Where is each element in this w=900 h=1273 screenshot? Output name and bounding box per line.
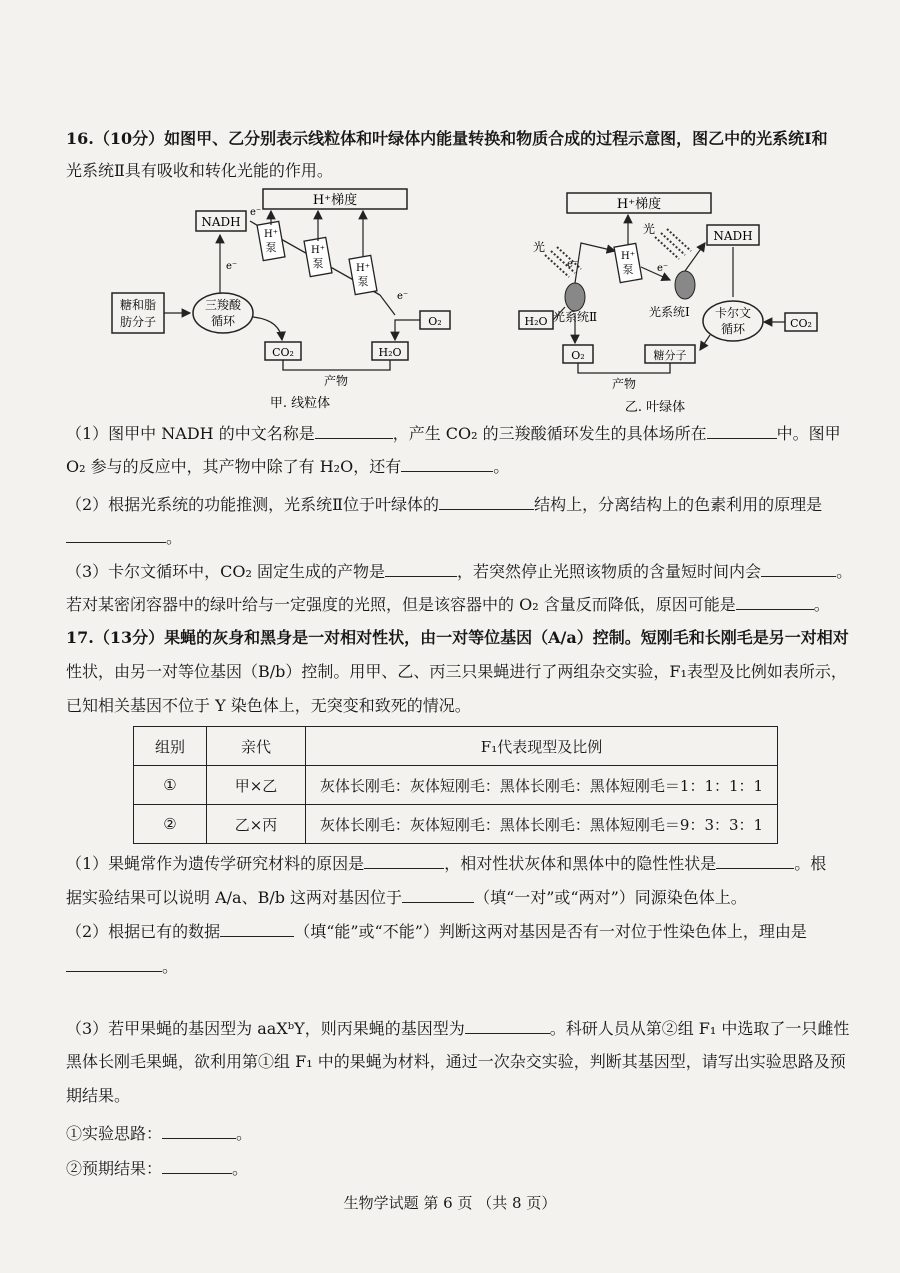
- answer-blank[interactable]: [66, 526, 166, 543]
- q17-s3-line1: （3）若甲果蝇的基因型为 aaXᵇY，则丙果蝇的基因型为 。科研人员从第②组 F₁ 中选取了一只雌性: [66, 1019, 850, 1038]
- table-row: [134, 805, 778, 844]
- svg-text:e⁻: e⁻: [226, 261, 238, 272]
- q16-s3-line1: （3）卡尔文循环中，CO₂ 固定生成的产物是 ，若突然停止光照该物质的含量短时间内会 。: [66, 562, 853, 581]
- page-footer: 生物学试题 第 6 页 （共 8 页）: [343, 1194, 557, 1212]
- table-row: [134, 766, 778, 805]
- answer-blank[interactable]: [220, 920, 294, 937]
- svg-text:CO₂: CO₂: [272, 346, 294, 359]
- svg-text:泵: 泵: [265, 241, 277, 254]
- yi-ps2-shape: [565, 283, 585, 311]
- answer-blank[interactable]: [716, 852, 794, 869]
- table-cell: 灰体长刚毛：灰体短刚毛：黑体长刚毛：黑体短刚毛＝1：1：1：1: [306, 766, 778, 805]
- table-cell: 灰体长刚毛：灰体短刚毛：黑体长刚毛：黑体短刚毛＝9：3：3：1: [306, 805, 778, 844]
- f1-results-table: [133, 726, 778, 844]
- svg-text:e⁻: e⁻: [567, 259, 579, 270]
- svg-text:糖和脂: 糖和脂: [119, 298, 157, 312]
- svg-text:H₂O: H₂O: [378, 346, 402, 359]
- chloroplast-diagram: [505, 185, 825, 415]
- svg-text:肪分子: 肪分子: [119, 315, 157, 329]
- mitochondria-diagram: [110, 185, 460, 415]
- q16-intro-line1: 16.（10分）如图甲、乙分别表示线粒体和叶绿体内能量转换和物质合成的过程示意图，图乙中的光系统Ⅰ和: [66, 129, 828, 148]
- q16-s2-line1: （2）根据光系统的功能推测，光系统Ⅱ位于叶绿体的 结构上，分离结构上的色素利用的原理是: [66, 495, 823, 514]
- q17-intro-line2: 性状，由另一对等位基因（B/b）控制。用甲、乙、丙三只果蝇进行了两组杂交实验，F₁表型及比例如表所示，: [66, 662, 847, 681]
- answer-blank[interactable]: [736, 593, 814, 610]
- table-cell: ②: [134, 805, 207, 844]
- svg-text:H⁺梯度: H⁺梯度: [616, 197, 662, 212]
- answer-blank[interactable]: [315, 422, 393, 439]
- svg-text:H⁺: H⁺: [621, 251, 635, 262]
- svg-text:CO₂: CO₂: [790, 317, 812, 330]
- yi-pump: [614, 243, 642, 282]
- answer-blank[interactable]: [402, 886, 474, 903]
- q17-idea-line: ①实验思路： 。: [66, 1124, 253, 1143]
- jia-nadh-label: NADH: [201, 215, 241, 229]
- q17-s2-line2: 。: [66, 955, 866, 978]
- table-cell: 甲×乙: [207, 766, 306, 805]
- table-header-row: [134, 727, 778, 766]
- table-cell: ①: [134, 766, 207, 805]
- yi-products-label: 产物: [611, 377, 637, 391]
- svg-text:三羧酸: 三羧酸: [204, 298, 242, 312]
- q16-s1-line2: O₂ 参与的反应中，其产物中除了有 H₂O，还有 。: [66, 457, 510, 476]
- svg-text:循环: 循环: [210, 314, 236, 328]
- q17-s1-line1: （1）果蝇常作为遗传学研究材料的原因是 ，相对性状灰体和黑体中的隐性性状是 。根: [66, 854, 827, 873]
- q17-intro-line3: 已知相关基因不位于 Y 染色体上，无突变和致死的情况。: [66, 696, 471, 715]
- q17-intro-line1: 17.（13分）果蝇的灰身和黑身是一对相对性状，由一对等位基因（A/a）控制。短刚毛和长刚毛是另一对相对: [66, 628, 849, 647]
- answer-blank[interactable]: [465, 1017, 550, 1034]
- svg-text:卡尔文: 卡尔文: [714, 306, 752, 320]
- svg-text:循环: 循环: [720, 322, 746, 336]
- q17-s3-line2: 黑体长刚毛果蝇，欲利用第①组 F₁ 中的果蝇为材料，通过一次杂交实验，判断其基因型，请写出实验思路及预: [66, 1052, 846, 1071]
- q16-s2-line2: 。: [66, 526, 866, 549]
- svg-text:e⁻: e⁻: [397, 291, 409, 302]
- jia-pump-3: [349, 255, 377, 294]
- answer-blank[interactable]: [401, 455, 493, 472]
- svg-text:O₂: O₂: [571, 349, 585, 362]
- q16-s1-line1: （1）图甲中 NADH 的中文名称是 ，产生 CO₂ 的三羧酸循环发生的具体场所在 中。图甲: [66, 424, 841, 443]
- svg-text:H⁺: H⁺: [264, 229, 278, 240]
- svg-text:NADH: NADH: [713, 229, 753, 243]
- q17-s1-line2: 据实验结果可以说明 A/a、B/b 这两对基因位于 （填“一对”或“两对”）同源染色体上。: [66, 888, 747, 907]
- answer-blank[interactable]: [364, 852, 444, 869]
- svg-text:泵: 泵: [357, 275, 369, 288]
- table-cell: 乙×丙: [207, 805, 306, 844]
- yi-caption: 乙. 叶绿体: [624, 400, 686, 415]
- jia-caption: 甲. 线粒体: [269, 396, 331, 411]
- svg-text:泵: 泵: [622, 263, 634, 276]
- svg-text:e⁻: e⁻: [657, 263, 669, 274]
- answer-blank[interactable]: [162, 1157, 232, 1174]
- table-header-cell: 组别: [134, 727, 207, 766]
- jia-e-label: e⁻: [250, 207, 262, 218]
- q16-intro-line2: 光系统Ⅱ具有吸收和转化光能的作用。: [66, 161, 333, 180]
- svg-text:O₂: O₂: [428, 315, 442, 328]
- q17-result-line: ②预期结果： 。: [66, 1159, 249, 1178]
- answer-blank[interactable]: [707, 422, 777, 439]
- table-header-cell: 亲代: [207, 727, 306, 766]
- svg-text:泵: 泵: [312, 257, 324, 270]
- jia-pump-1: [257, 221, 285, 260]
- q17-s2-line1: （2）根据已有的数据 （填“能”或“不能”）判断这两对基因是否有一对位于性染色体上，理由是: [66, 922, 807, 941]
- jia-products-label: 产物: [323, 374, 349, 388]
- svg-text:H⁺: H⁺: [356, 263, 370, 274]
- yi-ps1-label: 光系统Ⅰ: [649, 305, 690, 319]
- yi-ps2-label: 光系统Ⅱ: [553, 310, 598, 324]
- q17-s3-line3: 期结果。: [66, 1086, 131, 1105]
- answer-blank[interactable]: [439, 493, 534, 510]
- yi-light-2: 光: [643, 222, 656, 236]
- svg-text:H⁺: H⁺: [311, 245, 325, 256]
- answer-blank[interactable]: [385, 560, 457, 577]
- answer-blank[interactable]: [162, 1122, 236, 1139]
- jia-gradient-label: H⁺梯度: [312, 193, 358, 208]
- q16-s3-line2: 若对某密闭容器中的绿叶给与一定强度的光照，但是该容器中的 O₂ 含量反而降低，原因可能是 。: [66, 595, 830, 614]
- answer-blank[interactable]: [761, 560, 836, 577]
- svg-text:H₂O: H₂O: [524, 315, 548, 328]
- answer-blank[interactable]: [66, 955, 162, 972]
- svg-text:糖分子: 糖分子: [653, 349, 687, 362]
- yi-light-1: 光: [533, 240, 546, 254]
- table-header-cell: F₁代表现型及比例: [306, 727, 778, 766]
- jia-pump-2: [304, 237, 332, 276]
- yi-ps1-shape: [675, 271, 695, 299]
